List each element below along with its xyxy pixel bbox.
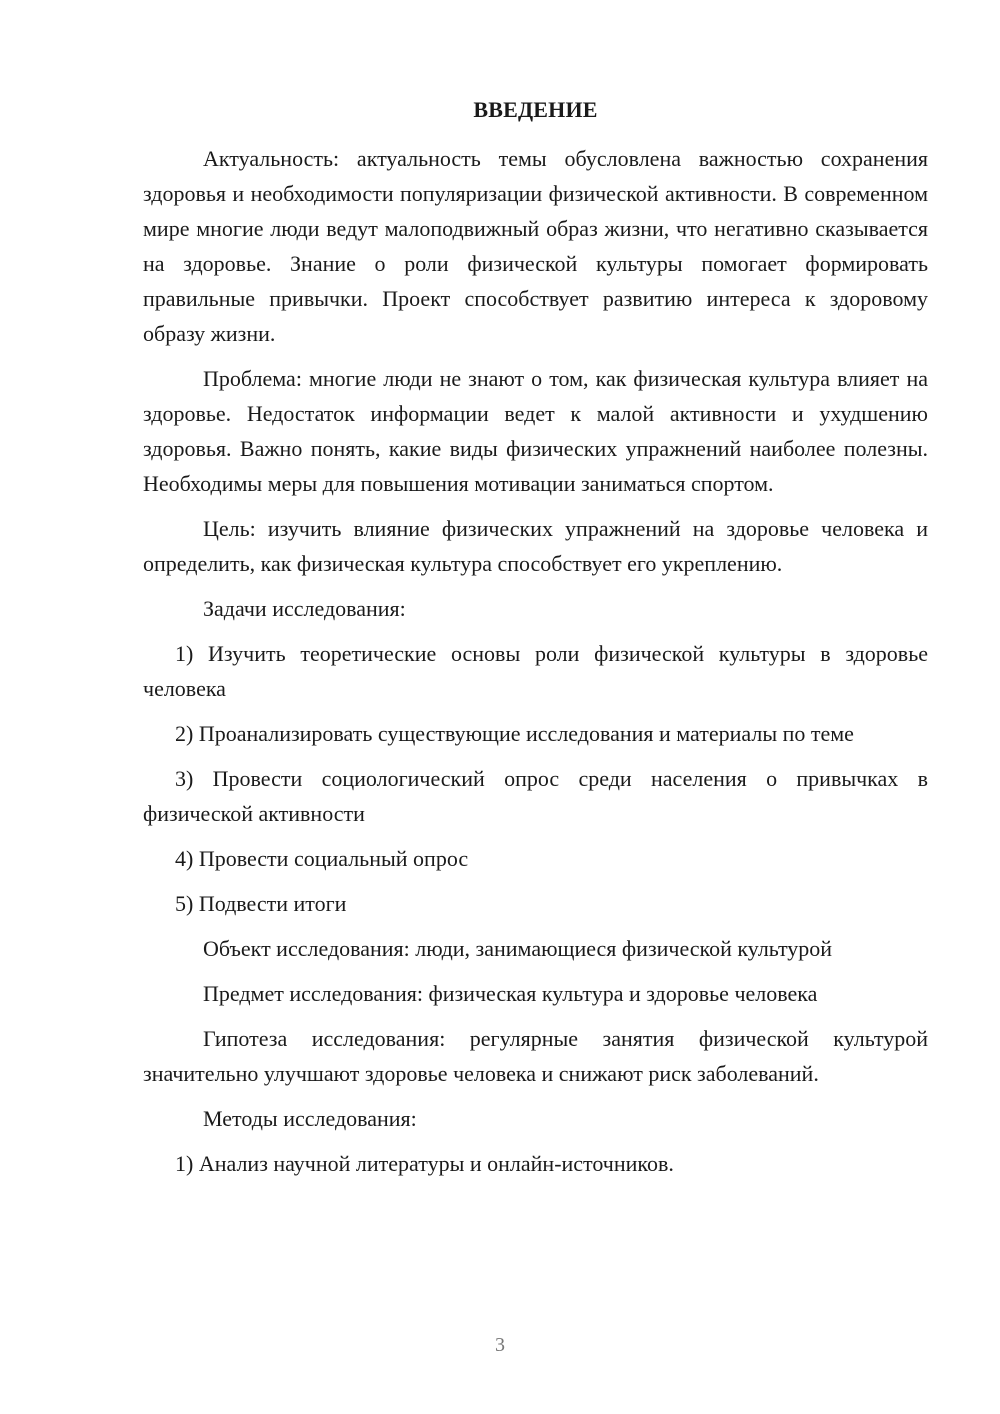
- goal-paragraph: Цель: изучить влияние физических упражнений на здоровье человека и определить, как физическая культура способствует его укреплению.: [143, 516, 928, 576]
- methods-heading: Методы исследования:: [203, 1106, 417, 1131]
- task-item-5: 5) Подвести итоги: [175, 891, 347, 916]
- task-item-4: 4) Провести социальный опрос: [175, 846, 469, 871]
- method-item-1: 1) Анализ научной литературы и онлайн-источников.: [175, 1151, 674, 1176]
- relevance-paragraph: Актуальность: актуальность темы обусловлена важностью сохранения здоровья и необходимости популяризации физической активности. В современном мире многие люди ведут малоподвижный образ жизни, что негативно сказывается на здоровье. Знание о роли физической культуры помогает формировать правильные привычки. Проект способствует развитию интереса к здоровому образу жизни.: [143, 146, 928, 346]
- tasks-heading: Задачи исследования:: [203, 596, 406, 621]
- task-item-2: 2) Проанализировать существующие исследования и материалы по теме: [175, 721, 854, 746]
- problem-paragraph: Проблема: многие люди не знают о том, как физическая культура влияет на здоровье. Недостаток информации ведет к малой активности и ухудшению здоровья. Важно понять, какие виды физических упражнений наиболее полезны. Необходимы меры для повышения мотивации заниматься спортом.: [143, 366, 928, 496]
- research-subject: Предмет исследования: физическая культура и здоровье человека: [203, 981, 818, 1006]
- task-item-1: 1) Изучить теоретические основы роли физической культуры в здоровье человека: [143, 641, 928, 701]
- page-number: 3: [495, 1334, 505, 1356]
- task-item-3: 3) Провести социологический опрос среди населения о привычках в физической активности: [143, 766, 928, 826]
- research-hypothesis: Гипотеза исследования: регулярные занятия физической культурой значительно улучшают здоровье человека и снижают риск заболеваний.: [143, 1026, 928, 1086]
- page-title: ВВЕДЕНИЕ: [473, 97, 598, 122]
- page-content: [143, 95, 928, 1181]
- research-object: Объект исследования: люди, занимающиеся физической культурой: [203, 936, 833, 961]
